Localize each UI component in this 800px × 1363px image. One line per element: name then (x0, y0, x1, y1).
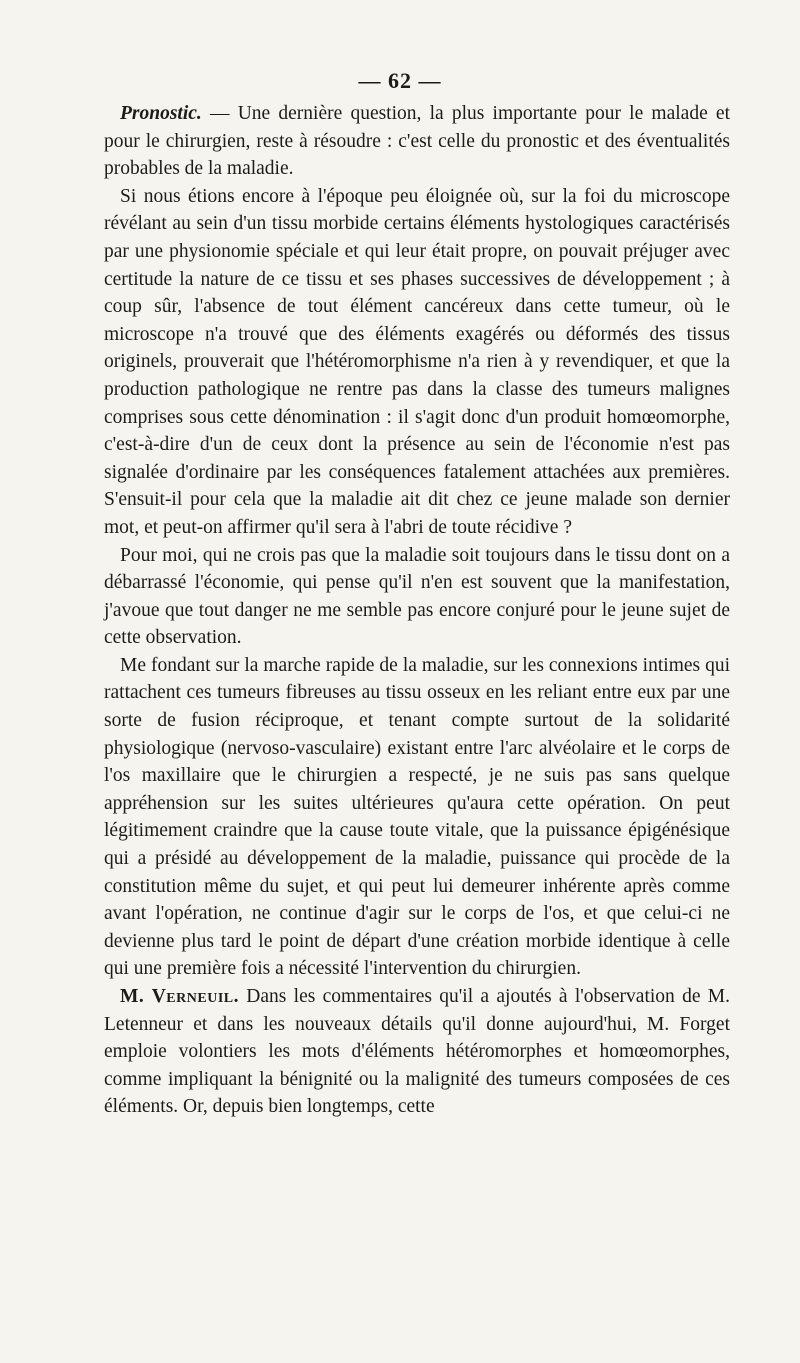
paragraph-text: Dans les commentaires qu'il a ajoutés à l'observation de M. Letenneur et dans les nouveaux détails qu'il donne aujourd'hui, M. Forget emploie volontiers les mots d'éléments hétéromorphes et homœomorphes, comme impliquant la bénignité ou la malignité des tumeurs composées de ces éléments. Or, depuis bien longtemps, cette (104, 986, 730, 1118)
section-run-in-heading: Pronostic. (120, 103, 202, 124)
paragraph-text: Me fondant sur la marche rapide de la maladie, sur les connexions intimes qui rattachent ces tumeurs fibreuses au tissu osseux en les reliant entre eux par une sorte de fusion réciproque, et tenant compte surtout de la solidarité physiologique (nervoso-vasculaire) existant entre l'arc alvéolaire et le corps de l'os maxillaire que le chirurgien a respecté, je ne suis pas sans quelque appréhension sur les suites ultérieures qu'aura cette opération. On peut légitimement craindre que la cause toute vitale, que la puissance épigénésique qui a présidé au développement de la maladie, puissance qui procède de la constitution même du sujet, et qui peut lui demeurer inhérente après comme avant l'opération, ne continue d'agir sur le corps de l'os, et que celui-ci ne devienne plus tard le point de départ d'une création morbide identique à celle qui une première fois a nécessité l'intervention du chirurgien. (104, 654, 730, 980)
paragraph-text: Si nous étions encore à l'époque peu éloignée où, sur la foi du microscope révélant au sein d'un tissu morbide certains éléments hystologiques caractérisés par une physionomie spéciale et qui leur était propre, on pouvait préjuger avec certitude la nature de ce tissu et ses phases successives de développement ; à coup sûr, l'absence de tout élément cancéreux dans cette tumeur, où le microscope n'a trouvé que des éléments exagérés ou déformés des tissus originels, prouverait que l'hétéromorphisme n'a rien à y revendiquer, et que la production pathologique ne rentre pas dans la classe des tumeurs malignes comprises sous cette dénomination : il s'agit donc d'un produit homœomorphe, c'est-à-dire d'un de ceux dont la présence au sein de l'économie n'est pas signalée d'ordinaire par les conséquences fatalement attachées aux premières. S'ensuit-il pour cela que la maladie ait dit chez ce jeune malade son dernier mot, et peut-on affirmer qu'il sera à l'abri de toute récidive ? (104, 185, 730, 538)
paragraph (104, 183, 730, 542)
paragraph-pronostic (104, 100, 730, 183)
paragraph (104, 542, 730, 652)
paragraph (104, 652, 730, 983)
paragraph-text: — Une dernière question, la plus importante pour le malade et pour le chirurgien, reste à résoudre : c'est celle du pronostic et des éventualités probables de la maladie. (104, 103, 730, 180)
paragraph-verneuil (104, 983, 730, 1121)
body-text (104, 100, 730, 1121)
page-number: — 62 — (358, 68, 442, 93)
speaker-name: M. Verneuil. (120, 986, 239, 1007)
paragraph-text: Pour moi, qui ne crois pas que la maladie soit toujours dans le tissu dont on a débarrassé l'économie, qui pense qu'il n'en est souvent que la manifestation, j'avoue que tout danger ne me semble pas encore conjuré pour le jeune sujet de cette observation. (104, 544, 730, 649)
